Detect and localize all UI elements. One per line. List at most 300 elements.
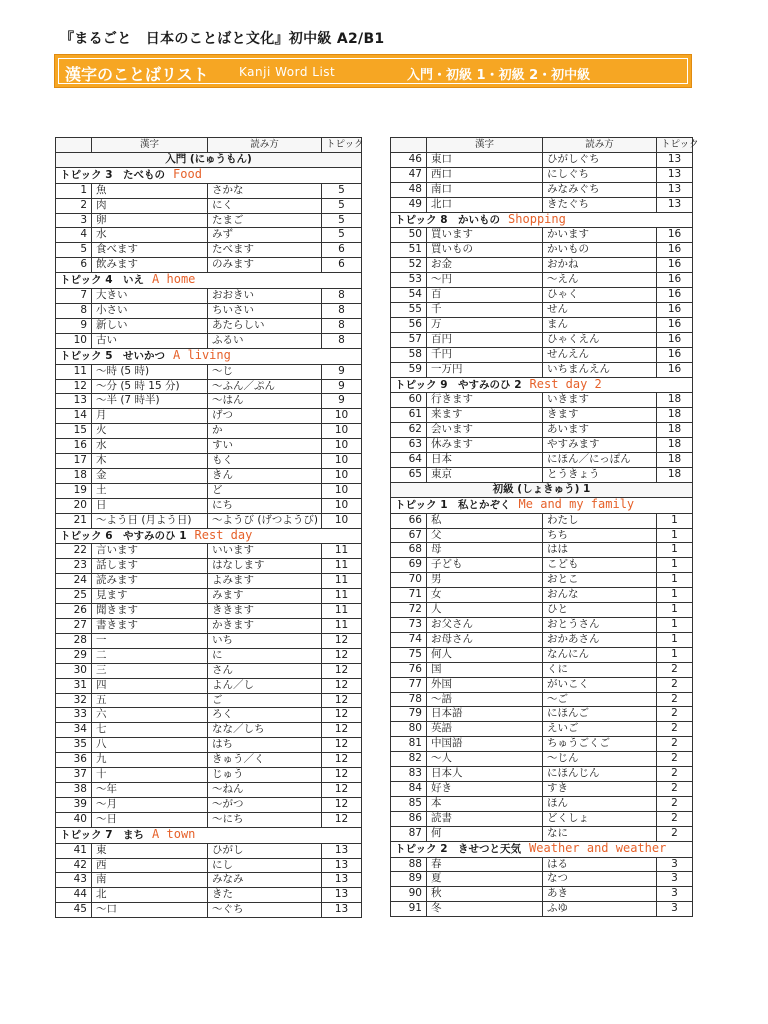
title-banner bbox=[54, 54, 692, 88]
word-kanji: 五 bbox=[92, 693, 208, 708]
header-reading: 読み方 bbox=[208, 138, 322, 153]
word-number: 37 bbox=[56, 768, 92, 783]
word-kanji: ～語 bbox=[427, 692, 543, 707]
word-number: 65 bbox=[391, 467, 427, 482]
word-kanji: 言います bbox=[92, 544, 208, 559]
word-topic-number: 12 bbox=[322, 633, 362, 648]
word-row bbox=[56, 873, 362, 888]
word-row bbox=[391, 603, 693, 618]
word-number: 83 bbox=[391, 767, 427, 782]
word-row bbox=[56, 228, 362, 243]
word-topic-number: 2 bbox=[657, 752, 693, 767]
word-number: 72 bbox=[391, 603, 427, 618]
word-kanji: 小さい bbox=[92, 303, 208, 318]
word-reading: きん bbox=[208, 468, 322, 483]
word-row bbox=[56, 678, 362, 693]
word-row bbox=[391, 152, 693, 167]
word-row bbox=[391, 662, 693, 677]
word-topic-number: 18 bbox=[657, 467, 693, 482]
word-kanji: 東 bbox=[92, 843, 208, 858]
word-topic-number: 8 bbox=[322, 318, 362, 333]
word-row bbox=[56, 468, 362, 483]
word-reading: あたらしい bbox=[208, 318, 322, 333]
word-kanji: 人 bbox=[427, 603, 543, 618]
topic-heading bbox=[391, 212, 693, 228]
word-reading: ひゃくえん bbox=[543, 332, 657, 347]
word-kanji: 肉 bbox=[92, 198, 208, 213]
word-row bbox=[56, 723, 362, 738]
word-topic-number: 13 bbox=[322, 843, 362, 858]
word-number: 4 bbox=[56, 228, 92, 243]
word-topic-number: 12 bbox=[322, 768, 362, 783]
word-row bbox=[391, 182, 693, 197]
word-number: 29 bbox=[56, 648, 92, 663]
word-topic-number: 18 bbox=[657, 423, 693, 438]
topic-heading-row bbox=[56, 167, 362, 183]
word-topic-number: 5 bbox=[322, 228, 362, 243]
word-reading: なつ bbox=[543, 872, 657, 887]
word-kanji: ～円 bbox=[427, 273, 543, 288]
word-number: 78 bbox=[391, 692, 427, 707]
word-number: 46 bbox=[391, 152, 427, 167]
word-reading: ふるい bbox=[208, 333, 322, 348]
word-reading: わたし bbox=[543, 513, 657, 528]
word-row bbox=[56, 708, 362, 723]
word-row bbox=[56, 753, 362, 768]
word-reading: いいます bbox=[208, 544, 322, 559]
word-kanji: 三 bbox=[92, 663, 208, 678]
word-topic-number: 10 bbox=[322, 513, 362, 528]
word-topic-number: 9 bbox=[322, 394, 362, 409]
word-topic-number: 12 bbox=[322, 693, 362, 708]
word-row bbox=[56, 544, 362, 559]
word-reading: ちいさい bbox=[208, 303, 322, 318]
word-row bbox=[56, 454, 362, 469]
word-kanji: 中国語 bbox=[427, 737, 543, 752]
word-topic-number: 3 bbox=[657, 872, 693, 887]
word-topic-number: 8 bbox=[322, 303, 362, 318]
word-kanji: 外国 bbox=[427, 677, 543, 692]
word-kanji: 十 bbox=[92, 768, 208, 783]
word-topic-number: 8 bbox=[322, 289, 362, 304]
word-reading: くに bbox=[543, 662, 657, 677]
word-topic-number: 16 bbox=[657, 302, 693, 317]
word-topic-number: 5 bbox=[322, 198, 362, 213]
word-number: 52 bbox=[391, 258, 427, 273]
word-row bbox=[391, 438, 693, 453]
word-reading: ほん bbox=[543, 796, 657, 811]
topic-heading bbox=[56, 827, 362, 843]
word-topic-number: 12 bbox=[322, 812, 362, 827]
word-row bbox=[391, 722, 693, 737]
word-topic-number: 2 bbox=[657, 737, 693, 752]
word-reading: いち bbox=[208, 633, 322, 648]
word-kanji: 土 bbox=[92, 483, 208, 498]
word-number: 77 bbox=[391, 677, 427, 692]
word-number: 39 bbox=[56, 797, 92, 812]
word-topic-number: 2 bbox=[657, 692, 693, 707]
word-topic-number: 16 bbox=[657, 243, 693, 258]
word-number: 5 bbox=[56, 243, 92, 258]
word-number: 49 bbox=[391, 197, 427, 212]
word-reading: よん／し bbox=[208, 678, 322, 693]
word-number: 55 bbox=[391, 302, 427, 317]
topic-label: トピック 5 せいかつ bbox=[60, 349, 166, 362]
word-row bbox=[391, 423, 693, 438]
word-row bbox=[391, 197, 693, 212]
word-kanji: 何 bbox=[427, 826, 543, 841]
topic-heading-row bbox=[391, 497, 693, 513]
word-row bbox=[391, 317, 693, 332]
word-topic-number: 16 bbox=[657, 317, 693, 332]
word-reading: ～ぐち bbox=[208, 903, 322, 918]
topic-label: トピック 9 やすみのひ 2 bbox=[395, 378, 522, 391]
word-kanji: 北 bbox=[92, 888, 208, 903]
word-number: 11 bbox=[56, 364, 92, 379]
word-kanji: ～分 (5 時 15 分) bbox=[92, 379, 208, 394]
topic-label: トピック 6 やすみのひ 1 bbox=[60, 529, 187, 542]
word-number: 70 bbox=[391, 573, 427, 588]
word-reading: さかな bbox=[208, 183, 322, 198]
word-number: 8 bbox=[56, 303, 92, 318]
word-topic-number: 12 bbox=[322, 753, 362, 768]
handwritten-note: A town bbox=[152, 826, 196, 841]
word-topic-number: 16 bbox=[657, 228, 693, 243]
word-topic-number: 16 bbox=[657, 347, 693, 362]
word-number: 13 bbox=[56, 394, 92, 409]
word-kanji: 冬 bbox=[427, 902, 543, 917]
word-row bbox=[391, 588, 693, 603]
word-kanji: 買いもの bbox=[427, 243, 543, 258]
word-row bbox=[391, 752, 693, 767]
topic-heading bbox=[391, 497, 693, 513]
word-kanji: 女 bbox=[427, 588, 543, 603]
word-number: 56 bbox=[391, 317, 427, 332]
word-reading: とうきょう bbox=[543, 467, 657, 482]
word-topic-number: 5 bbox=[322, 213, 362, 228]
word-reading: さん bbox=[208, 663, 322, 678]
word-row bbox=[56, 243, 362, 258]
word-kanji: 百 bbox=[427, 288, 543, 303]
word-reading: ひゃく bbox=[543, 288, 657, 303]
word-number: 23 bbox=[56, 559, 92, 574]
word-reading: のみます bbox=[208, 258, 322, 273]
word-kanji: 私 bbox=[427, 513, 543, 528]
word-kanji: 見ます bbox=[92, 589, 208, 604]
word-number: 43 bbox=[56, 873, 92, 888]
word-reading: にち bbox=[208, 498, 322, 513]
word-number: 15 bbox=[56, 424, 92, 439]
word-row bbox=[391, 902, 693, 917]
word-kanji: 魚 bbox=[92, 183, 208, 198]
topic-heading bbox=[56, 528, 362, 544]
word-kanji: 千 bbox=[427, 302, 543, 317]
word-kanji: 子ども bbox=[427, 558, 543, 573]
word-topic-number: 11 bbox=[322, 589, 362, 604]
word-reading: ～ご bbox=[543, 692, 657, 707]
word-topic-number: 10 bbox=[322, 454, 362, 469]
word-topic-number: 2 bbox=[657, 707, 693, 722]
word-row bbox=[391, 288, 693, 303]
word-topic-number: 16 bbox=[657, 332, 693, 347]
topic-heading-row bbox=[56, 348, 362, 364]
word-kanji: ～年 bbox=[92, 782, 208, 797]
word-row bbox=[391, 872, 693, 887]
word-number: 1 bbox=[56, 183, 92, 198]
topic-heading-row bbox=[391, 212, 693, 228]
word-kanji: 日本語 bbox=[427, 707, 543, 722]
word-topic-number: 10 bbox=[322, 424, 362, 439]
table-header bbox=[56, 138, 362, 153]
word-number: 89 bbox=[391, 872, 427, 887]
word-reading: すき bbox=[543, 781, 657, 796]
word-topic-number: 1 bbox=[657, 647, 693, 662]
word-kanji: 西 bbox=[92, 858, 208, 873]
word-number: 35 bbox=[56, 738, 92, 753]
word-kanji: ～よう日 (月よう日) bbox=[92, 513, 208, 528]
word-kanji: 八 bbox=[92, 738, 208, 753]
word-row bbox=[56, 439, 362, 454]
word-row bbox=[391, 408, 693, 423]
word-kanji: 会います bbox=[427, 423, 543, 438]
word-topic-number: 10 bbox=[322, 409, 362, 424]
word-reading: ふゆ bbox=[543, 902, 657, 917]
word-number: 84 bbox=[391, 781, 427, 796]
banner-title: 漢字のことばリスト bbox=[65, 65, 209, 84]
word-reading: ～ねん bbox=[208, 782, 322, 797]
word-topic-number: 10 bbox=[322, 439, 362, 454]
word-number: 36 bbox=[56, 753, 92, 768]
word-row bbox=[56, 364, 362, 379]
header-reading: 読み方 bbox=[543, 138, 657, 153]
word-reading: こども bbox=[543, 558, 657, 573]
word-reading: おんな bbox=[543, 588, 657, 603]
word-number: 58 bbox=[391, 347, 427, 362]
word-kanji: ～月 bbox=[92, 797, 208, 812]
word-topic-number: 1 bbox=[657, 588, 693, 603]
word-row bbox=[391, 811, 693, 826]
word-row bbox=[391, 258, 693, 273]
word-topic-number: 12 bbox=[322, 648, 362, 663]
topic-heading bbox=[56, 273, 362, 289]
word-topic-number: 13 bbox=[322, 873, 362, 888]
word-topic-number: 11 bbox=[322, 574, 362, 589]
word-reading: なに bbox=[543, 826, 657, 841]
word-number: 54 bbox=[391, 288, 427, 303]
word-topic-number: 10 bbox=[322, 483, 362, 498]
word-topic-number: 13 bbox=[657, 197, 693, 212]
word-kanji: お金 bbox=[427, 258, 543, 273]
word-reading: にく bbox=[208, 198, 322, 213]
word-row bbox=[391, 453, 693, 468]
word-reading: やすみます bbox=[543, 438, 657, 453]
word-number: 62 bbox=[391, 423, 427, 438]
word-reading: いちまんえん bbox=[543, 362, 657, 377]
word-reading: おかあさん bbox=[543, 632, 657, 647]
word-topic-number: 12 bbox=[322, 663, 362, 678]
word-number: 87 bbox=[391, 826, 427, 841]
word-kanji: 四 bbox=[92, 678, 208, 693]
word-row bbox=[56, 213, 362, 228]
word-number: 45 bbox=[56, 903, 92, 918]
word-row bbox=[391, 513, 693, 528]
word-row bbox=[56, 303, 362, 318]
word-kanji: 南 bbox=[92, 873, 208, 888]
word-row bbox=[56, 663, 362, 678]
word-number: 42 bbox=[56, 858, 92, 873]
word-number: 81 bbox=[391, 737, 427, 752]
word-row bbox=[391, 767, 693, 782]
word-reading: えいご bbox=[543, 722, 657, 737]
word-row bbox=[391, 543, 693, 558]
word-reading: みず bbox=[208, 228, 322, 243]
word-topic-number: 16 bbox=[657, 273, 693, 288]
word-row bbox=[56, 574, 362, 589]
word-number: 6 bbox=[56, 258, 92, 273]
word-row bbox=[56, 797, 362, 812]
word-kanji: 卵 bbox=[92, 213, 208, 228]
word-kanji: 男 bbox=[427, 573, 543, 588]
level-heading: 初級 (しょきゅう) 1 bbox=[391, 482, 693, 497]
word-row bbox=[391, 393, 693, 408]
word-kanji: 水 bbox=[92, 439, 208, 454]
word-kanji: お母さん bbox=[427, 632, 543, 647]
word-kanji: 行きます bbox=[427, 393, 543, 408]
word-number: 7 bbox=[56, 289, 92, 304]
word-reading: きゅう／く bbox=[208, 753, 322, 768]
word-row bbox=[391, 528, 693, 543]
word-number: 27 bbox=[56, 619, 92, 634]
word-row bbox=[56, 738, 362, 753]
word-kanji: 何人 bbox=[427, 647, 543, 662]
word-reading: おかね bbox=[543, 258, 657, 273]
word-row bbox=[391, 677, 693, 692]
word-number: 66 bbox=[391, 513, 427, 528]
word-number: 76 bbox=[391, 662, 427, 677]
word-kanji: 東口 bbox=[427, 152, 543, 167]
word-row bbox=[56, 903, 362, 918]
word-number: 26 bbox=[56, 604, 92, 619]
word-topic-number: 11 bbox=[322, 559, 362, 574]
word-kanji: 新しい bbox=[92, 318, 208, 333]
word-number: 17 bbox=[56, 454, 92, 469]
word-reading: ～じん bbox=[543, 752, 657, 767]
word-number: 19 bbox=[56, 483, 92, 498]
word-kanji: 買います bbox=[427, 228, 543, 243]
word-topic-number: 3 bbox=[657, 902, 693, 917]
topic-heading-row bbox=[391, 377, 693, 393]
word-topic-number: 11 bbox=[322, 544, 362, 559]
word-row bbox=[56, 498, 362, 513]
word-reading: はは bbox=[543, 543, 657, 558]
word-topic-number: 13 bbox=[322, 858, 362, 873]
word-kanji: 飲みます bbox=[92, 258, 208, 273]
word-kanji: 南口 bbox=[427, 182, 543, 197]
word-number: 41 bbox=[56, 843, 92, 858]
word-reading: にし bbox=[208, 858, 322, 873]
word-row bbox=[391, 302, 693, 317]
word-reading: たべます bbox=[208, 243, 322, 258]
word-number: 40 bbox=[56, 812, 92, 827]
word-topic-number: 12 bbox=[322, 678, 362, 693]
word-kanji: ～口 bbox=[92, 903, 208, 918]
word-topic-number: 10 bbox=[322, 468, 362, 483]
word-number: 82 bbox=[391, 752, 427, 767]
word-topic-number: 1 bbox=[657, 573, 693, 588]
word-row bbox=[56, 198, 362, 213]
word-row bbox=[391, 707, 693, 722]
word-row bbox=[391, 826, 693, 841]
table-header bbox=[391, 138, 693, 153]
word-row bbox=[56, 633, 362, 648]
word-number: 71 bbox=[391, 588, 427, 603]
word-row bbox=[56, 183, 362, 198]
word-topic-number: 2 bbox=[657, 826, 693, 841]
word-number: 21 bbox=[56, 513, 92, 528]
word-reading: あき bbox=[543, 887, 657, 902]
word-topic-number: 13 bbox=[657, 152, 693, 167]
word-reading: ～ようび (げつようび) bbox=[208, 513, 322, 528]
word-table-right bbox=[390, 137, 699, 917]
word-row bbox=[391, 573, 693, 588]
word-topic-number: 12 bbox=[322, 797, 362, 812]
word-topic-number: 9 bbox=[322, 379, 362, 394]
word-number: 50 bbox=[391, 228, 427, 243]
word-number: 57 bbox=[391, 332, 427, 347]
word-row bbox=[391, 467, 693, 482]
topic-heading-row bbox=[56, 827, 362, 843]
word-kanji: 水 bbox=[92, 228, 208, 243]
word-topic-number: 13 bbox=[657, 182, 693, 197]
word-kanji: 月 bbox=[92, 409, 208, 424]
word-number: 63 bbox=[391, 438, 427, 453]
word-reading: に bbox=[208, 648, 322, 663]
word-number: 64 bbox=[391, 453, 427, 468]
word-topic-number: 6 bbox=[322, 243, 362, 258]
word-kanji: 金 bbox=[92, 468, 208, 483]
word-reading: ～がつ bbox=[208, 797, 322, 812]
word-row bbox=[391, 243, 693, 258]
word-reading: おおきい bbox=[208, 289, 322, 304]
word-number: 25 bbox=[56, 589, 92, 604]
word-kanji: お父さん bbox=[427, 618, 543, 633]
word-topic-number: 2 bbox=[657, 811, 693, 826]
word-reading: なな／しち bbox=[208, 723, 322, 738]
word-reading: はち bbox=[208, 738, 322, 753]
word-row bbox=[56, 394, 362, 409]
word-number: 31 bbox=[56, 678, 92, 693]
word-reading: あいます bbox=[543, 423, 657, 438]
word-topic-number: 1 bbox=[657, 603, 693, 618]
word-reading: もく bbox=[208, 454, 322, 469]
word-topic-number: 18 bbox=[657, 453, 693, 468]
word-reading: まん bbox=[543, 317, 657, 332]
word-topic-number: 18 bbox=[657, 408, 693, 423]
word-kanji: 春 bbox=[427, 857, 543, 872]
word-kanji: 夏 bbox=[427, 872, 543, 887]
word-row bbox=[56, 589, 362, 604]
word-kanji: 千円 bbox=[427, 347, 543, 362]
word-kanji: 七 bbox=[92, 723, 208, 738]
header-number bbox=[391, 138, 427, 153]
word-row bbox=[56, 409, 362, 424]
word-topic-number: 2 bbox=[657, 677, 693, 692]
word-number: 86 bbox=[391, 811, 427, 826]
word-kanji: 好き bbox=[427, 781, 543, 796]
topic-heading bbox=[391, 841, 693, 857]
word-reading: か bbox=[208, 424, 322, 439]
topic-heading-row bbox=[56, 273, 362, 289]
